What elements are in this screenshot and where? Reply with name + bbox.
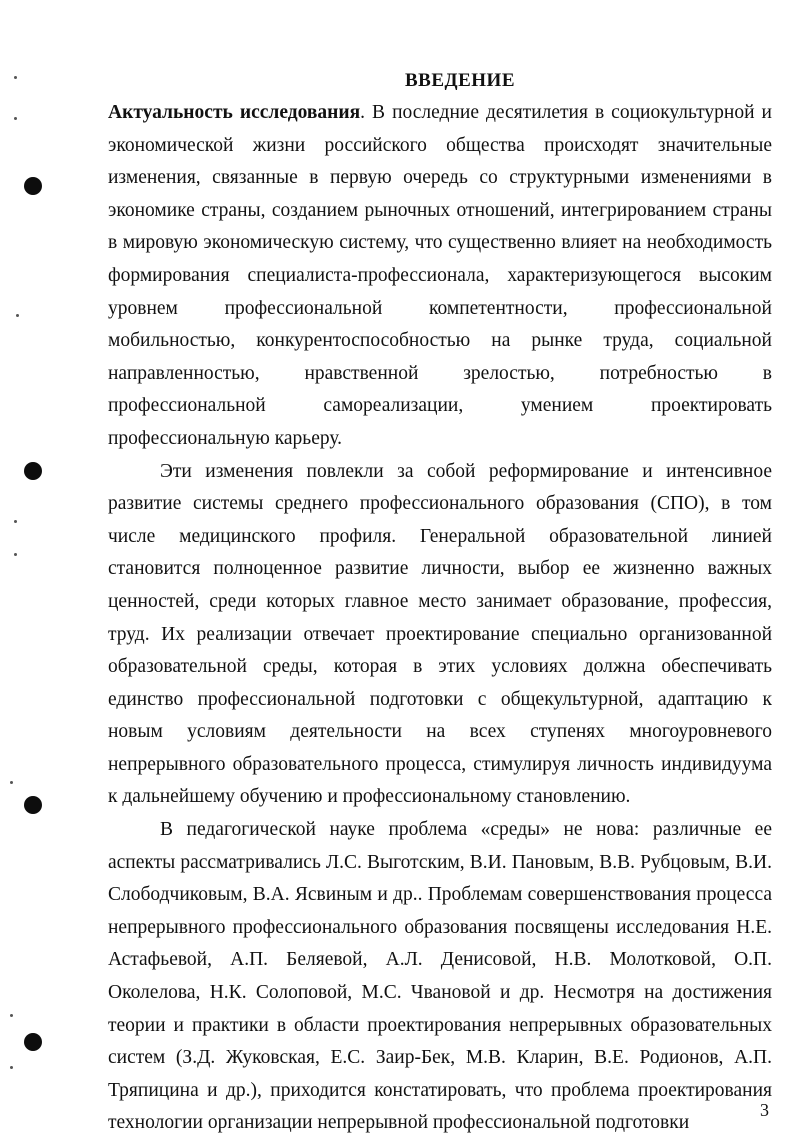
scan-speck: [16, 314, 19, 317]
punch-hole: [24, 177, 42, 195]
scan-speck: [10, 1066, 13, 1069]
page-title: ВВЕДЕНИЕ: [405, 70, 515, 91]
relevance-lead: Актуальность исследования: [108, 102, 361, 123]
document-body: [108, 97, 772, 1140]
page-number: 3: [760, 1100, 769, 1120]
punch-hole: [24, 462, 42, 480]
relevance-text: . В последние десятилетия в социокультурной и экономической жизни российского общества происходят значительные изменения, связанные в первую очередь со структурными изменениями в экономике страны, созданием рыночных отношений, интегрированием страны в мировую экономическую систему, что существенно влияет на необходимость формирования специалиста-профессионала, характеризующегося высоким уровнем профессиональной компетентности, профессиональной мобильностью, конкурентоспособностью на рынке труда, социальной направленностью, нравственной зрелостью, потребностью в профессиональной самореализации, умением проектировать профессиональную карьеру.: [108, 102, 772, 449]
scan-speck: [14, 553, 17, 556]
scan-speck: [10, 1014, 13, 1017]
scan-speck: [10, 781, 13, 784]
scan-speck: [14, 117, 17, 120]
paragraph-environment: В педагогической науке проблема «среды» не нова: различные ее аспекты рассматривались Л.С. Выготским, В.И. Пановым, В.В. Рубцовым, В.И. Слободчиковым, В.А. Ясвиным и др.. Проблемам совершенствования процесса непрерывного профессионального образования посвящены исследования Н.Е. Астафьевой, А.П. Беляевой, А.Л. Денисовой, Н.В. Молотковой, О.П. Околелова, Н.К. Солоповой, М.С. Чвановой и др. Несмотря на достижения теории и практики в области проектирования непрерывных образовательных систем (З.Д. Жуковская, Е.С. Заир-Бек, М.В. Кларин, В.Е. Родионов, А.П. Тряпицина и др.), приходится констатировать, что проблема проектирования технологии организации непрерывной профессиональной подготовки: [108, 819, 772, 1134]
paragraph-changes: Эти изменения повлекли за собой реформирование и интенсивное развитие системы среднего профессионального образования (СПО), в том числе медицинского профиля. Генеральной образовательной линией становится полноценное развитие личности, выбор ее жизненно важных ценностей, среди которых главное место занимает образование, профессия, труд. Их реализации отвечает проектирование специально организованной образовательной среды, которая в этих условиях должна обеспечивать единство профессиональной подготовки с общекультурной, адаптацию к новым условиям деятельности на всех ступенях многоуровневого непрерывного образовательного процесса, стимулируя личность индивидуума к дальнейшему обучению и профессиональному становлению.: [108, 460, 772, 808]
punch-hole: [24, 1033, 42, 1051]
paragraph-relevance: [108, 97, 772, 456]
scan-speck: [14, 520, 17, 523]
punch-hole: [24, 796, 42, 814]
